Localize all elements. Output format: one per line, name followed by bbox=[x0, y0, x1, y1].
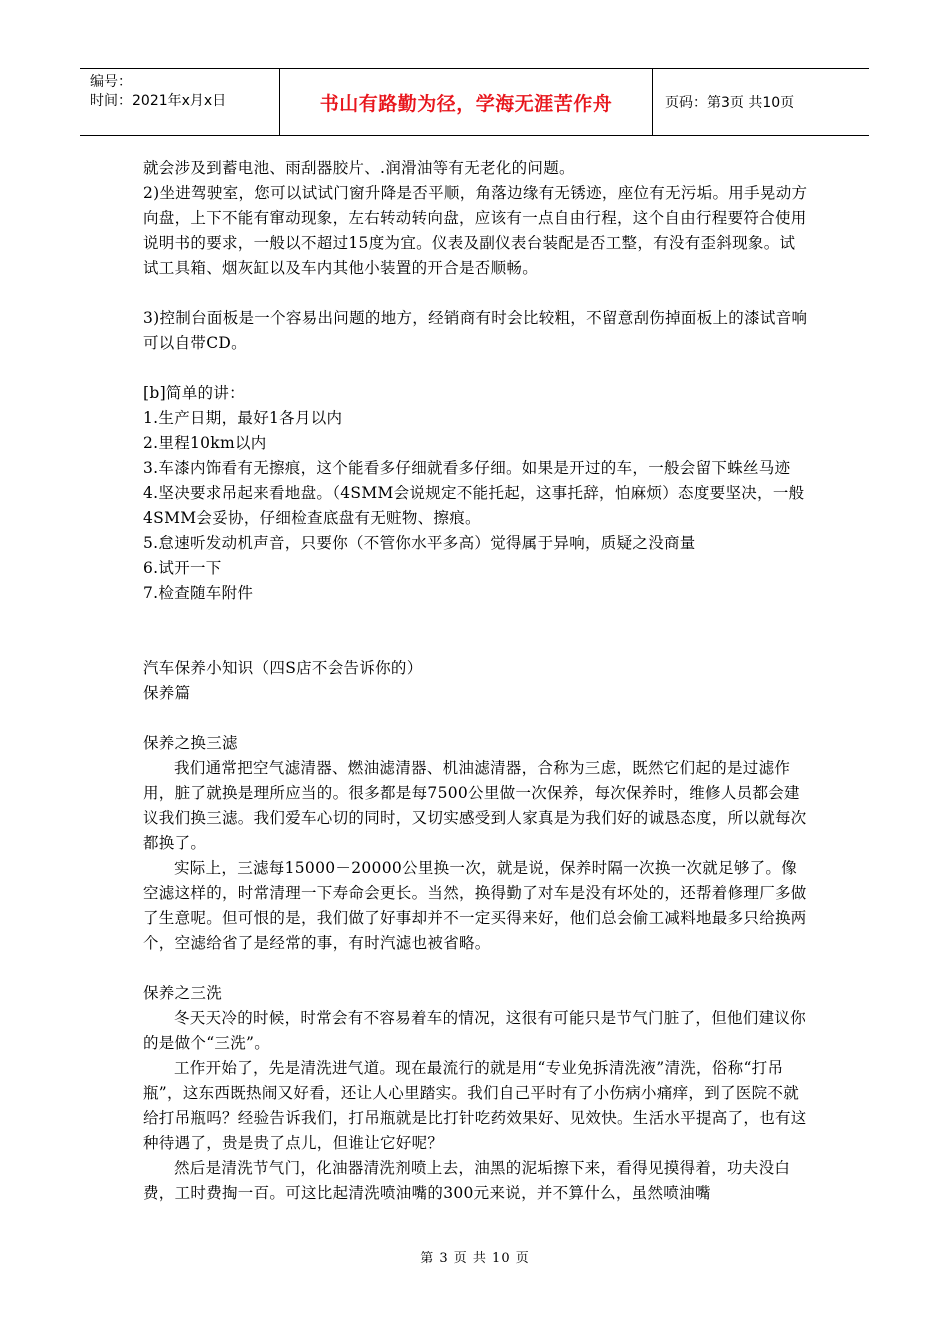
paragraph: 工作开始了，先是清洗进气道。现在最流行的就是用“专业免拆清洗液”清洗，俗称“打吊瓶”，这东西既热闹又好看，还让人心里踏实。我们自己平时有了小伤病小痛痒，到了医院不就给打吊瓶吗？经验告诉我们，打吊瓶就是比打针吃药效果好、见效快。生活水平提高了，也有这种待遇了，贵是贵了点儿，但谁让它好呢？ bbox=[143, 1059, 807, 1152]
section-heading: 保养之换三滤 bbox=[143, 734, 238, 752]
paragraph: 就会涉及到蓄电池、雨刮器胶片、.润滑油等有无老化的问题。 bbox=[143, 159, 575, 177]
document-date: 时间：2021年x月x日 bbox=[90, 93, 227, 109]
paragraph: 3)控制台面板是一个容易出问题的地方，经销商有时会比较粗，不留意刮伤掉面板上的漆试音响可以自带CD。 bbox=[143, 309, 808, 352]
paragraph: 实际上，三滤每15000－20000公里换一次，就是说，保养时隔一次换一次就足够了。像空滤这样的，时常清理一下寿命会更长。当然，换得勤了对车是没有坏处的，还帮着修理厂多做了生意呢。但可恨的是，我们做了好事却并不一定买得来好，他们总会偷工减料地最多只给换两个，空滤给省了是经常的事，有时汽滤也被省略。 bbox=[143, 859, 807, 952]
paragraph: 冬天天冷的时候，时常会有不容易着车的情况，这很有可能只是节气门脏了，但他们建议你的是做个“三洗”。 bbox=[143, 1009, 807, 1052]
list-item: 7.检查随车附件 bbox=[143, 584, 254, 602]
list-item: 4.坚决要求吊起来看地盘。（4SMM会说规定不能托起，这事托辞，怕麻烦）态度要坚决，一般4SMM会妥协，仔细检查底盘有无赃物、擦痕。 bbox=[143, 484, 805, 527]
section-heading: 保养之三洗 bbox=[143, 984, 223, 1002]
header-motto: 书山有路勤为径，学海无涯苦作舟 bbox=[280, 69, 653, 135]
section-title: 汽车保养小知识（四S店不会告诉你的） bbox=[143, 659, 423, 677]
list-item: 2.里程10km以内 bbox=[143, 434, 267, 452]
list-item: 5.怠速听发动机声音，只要你（不管你水平多高）觉得属于异响，质疑之没商量 bbox=[143, 534, 696, 552]
paragraph: 我们通常把空气滤清器、燃油滤清器、机油滤清器，合称为三虑，既然它们起的是过滤作用，脏了就换是理所应当的。很多都是每7500公里做一次保养，每次保养时，维修人员都会建议我们换三滤。我们爱车心切的同时，又切实感受到人家真是为我们好的诚恳态度，所以就每次都换了。 bbox=[143, 759, 807, 852]
document-number-label: 编号： bbox=[90, 74, 132, 90]
paragraph: [b]简单的讲： bbox=[143, 384, 245, 402]
list-item: 6.试开一下 bbox=[143, 559, 222, 577]
list-item: 1.生产日期，最好1各月以内 bbox=[143, 409, 343, 427]
page-header bbox=[80, 68, 869, 136]
section-subtitle: 保养篇 bbox=[143, 684, 191, 702]
list-item: 3.车漆内饰看有无擦痕，这个能看多仔细就看多仔细。如果是开过的车，一般会留下蛛丝马迹 bbox=[143, 459, 791, 477]
document-body bbox=[143, 156, 809, 1206]
paragraph: 然后是清洗节气门，化油器清洗剂喷上去，油黑的泥垢擦下来，看得见摸得着，功夫没白费，工时费掏一百。可这比起清洗喷油嘴的300元来说，并不算什么，虽然喷油嘴 bbox=[143, 1159, 791, 1202]
header-meta bbox=[80, 69, 280, 135]
header-page-info: 页码：第3页 共10页 bbox=[665, 95, 795, 111]
page-footer: 第 3 页 共 10 页 bbox=[420, 1251, 530, 1266]
paragraph: 2)坐进驾驶室，您可以试试门窗升降是否平顺，角落边缘有无锈迹，座位有无污垢。用手晃动方向盘，上下不能有窜动现象，左右转动转向盘，应该有一点自由行程，这个自由行程要符合使用说明书的要求，一般以不超过15度为宜。仪表及副仪表台装配是否工整，有没有歪斜现象。试试工具箱、烟灰缸以及车内其他小装置的开合是否顺畅。 bbox=[143, 184, 808, 277]
